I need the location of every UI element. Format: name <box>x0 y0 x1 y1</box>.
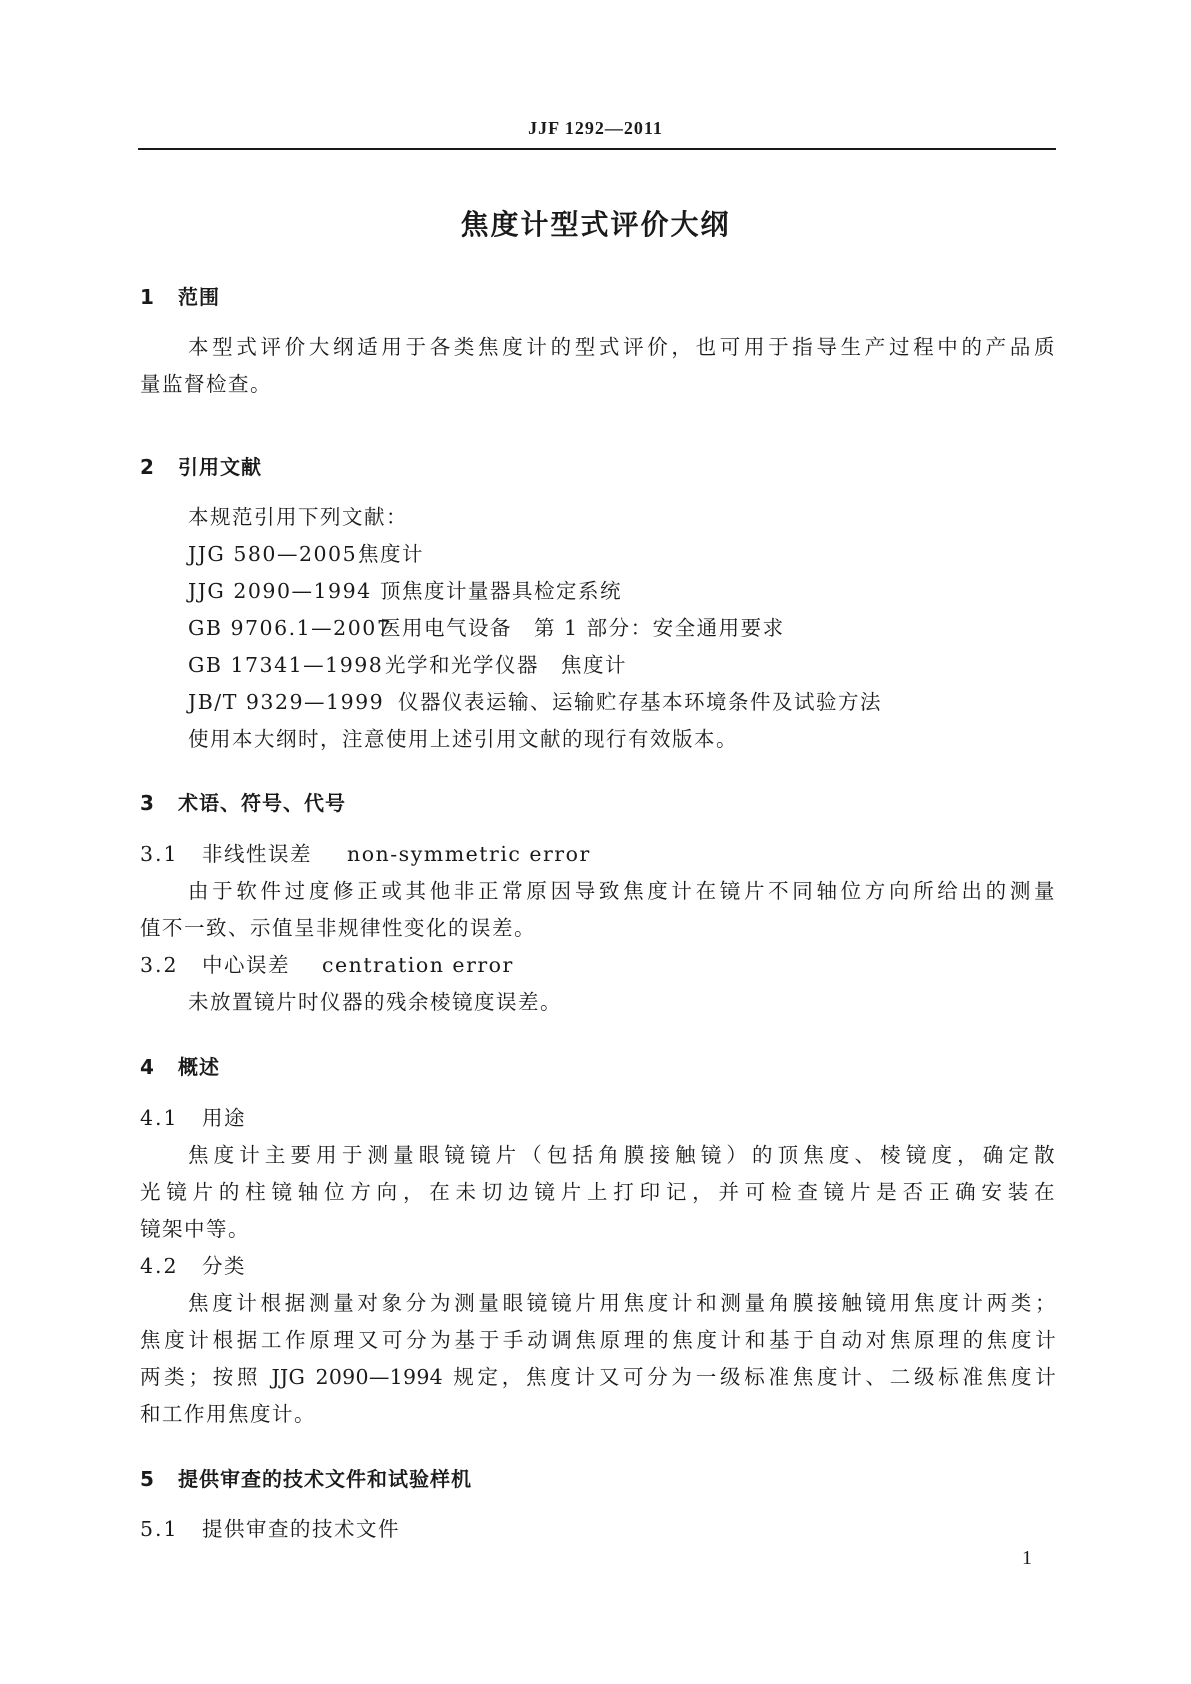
subsection-number: 4.1 <box>140 1106 179 1130</box>
subsection-heading-5-1 <box>140 1512 400 1542</box>
term-english: centration error <box>322 953 514 977</box>
subsection-title: 分类 <box>202 1254 246 1278</box>
reference-title: 医用电气设备 第 1 部分：安全通用要求 <box>380 616 785 640</box>
reference-code: JB/T 9329—1999 <box>188 690 385 714</box>
subsection-number: 5.1 <box>140 1517 179 1541</box>
section-number: 5 <box>140 1467 155 1491</box>
reference-item <box>188 574 622 604</box>
subsection-heading-4-2 <box>140 1249 246 1279</box>
subsection-number: 3.1 <box>140 842 179 866</box>
use-paragraph-line: 光镜片的柱镜轴位方向，在未切边镜片上打印记，并可检查镜片是否正确安装在 <box>140 1180 1056 1204</box>
reference-code: GB 9706.1—2007 <box>188 616 392 640</box>
subsection-title: 用途 <box>202 1106 246 1130</box>
section-number: 1 <box>140 285 155 309</box>
term-heading-3-2 <box>140 948 514 978</box>
document-code-header: JJF 1292—2011 <box>528 118 663 138</box>
term-english: non-symmetric error <box>347 842 591 866</box>
section-title: 概述 <box>178 1055 220 1079</box>
term-definition-line: 未放置镜片时仪器的残余棱镜度误差。 <box>188 990 562 1014</box>
subsection-heading-4-1 <box>140 1101 246 1131</box>
use-paragraph-line: 焦度计主要用于测量眼镜镜片（包括角膜接触镜）的顶焦度、棱镜度，确定散 <box>188 1143 1056 1167</box>
section-title: 术语、符号、代号 <box>178 791 346 815</box>
header-rule <box>138 148 1056 150</box>
section-heading-2 <box>140 451 262 480</box>
section-number: 4 <box>140 1055 155 1079</box>
section-title: 提供审查的技术文件和试验样机 <box>178 1467 472 1491</box>
reference-code: GB 17341—1998 <box>188 653 384 677</box>
classification-paragraph-line: 焦度计根据工作原理又可分为基于手动调焦原理的焦度计和基于自动对焦原理的焦度计 <box>140 1328 1056 1352</box>
reference-code: JJG 2090—1994 <box>188 579 372 603</box>
subsection-number: 3.2 <box>140 953 179 977</box>
section-number: 3 <box>140 791 155 815</box>
references-intro: 本规范引用下列文献： <box>188 505 408 529</box>
section-number: 2 <box>140 455 155 479</box>
section-heading-4 <box>140 1051 220 1080</box>
classification-paragraph-line: 和工作用焦度计。 <box>140 1402 316 1426</box>
section-heading-5 <box>140 1463 472 1492</box>
term-name: 非线性误差 <box>202 842 312 866</box>
reference-title: 光学和光学仪器 焦度计 <box>385 653 627 677</box>
term-definition-line: 由于软件过度修正或其他非正常原因导致焦度计在镜片不同轴位方向所给出的测量 <box>188 879 1056 903</box>
classification-paragraph-line: 两类；按照 JJG 2090—1994 规定，焦度计又可分为一级标准焦度计、二级标准焦度计 <box>140 1365 1056 1389</box>
reference-item <box>188 685 882 715</box>
classification-paragraph-line: 焦度计根据测量对象分为测量眼镜镜片用焦度计和测量角膜接触镜用焦度计两类； <box>188 1291 1056 1315</box>
reference-item <box>188 648 627 678</box>
term-heading-3-1 <box>140 837 591 867</box>
section-heading-3 <box>140 787 346 816</box>
section-heading-1 <box>140 281 220 310</box>
reference-title: 仪器仪表运输、运输贮存基本环境条件及试验方法 <box>398 690 882 714</box>
reference-item <box>188 611 785 641</box>
reference-title: 焦度计 <box>358 542 424 566</box>
reference-item <box>188 537 424 567</box>
subsection-title: 提供审查的技术文件 <box>202 1517 400 1541</box>
section-title: 范围 <box>178 285 220 309</box>
scope-paragraph-line: 量监督检查。 <box>140 372 272 396</box>
term-definition-line: 值不一致、示值呈非规律性变化的误差。 <box>140 916 536 940</box>
page-title: 焦度计型式评价大纲 <box>460 208 731 241</box>
reference-title: 顶焦度计量器具检定系统 <box>380 579 622 603</box>
references-note: 使用本大纲时，注意使用上述引用文献的现行有效版本。 <box>188 727 738 751</box>
use-paragraph-line: 镜架中等。 <box>140 1217 250 1241</box>
section-title: 引用文献 <box>178 455 262 479</box>
scope-paragraph-line: 本型式评价大纲适用于各类焦度计的型式评价，也可用于指导生产过程中的产品质 <box>188 335 1056 359</box>
subsection-number: 4.2 <box>140 1254 179 1278</box>
page-number: 1 <box>1022 1547 1032 1569</box>
reference-code: JJG 580—2005 <box>188 542 358 566</box>
term-name: 中心误差 <box>202 953 290 977</box>
